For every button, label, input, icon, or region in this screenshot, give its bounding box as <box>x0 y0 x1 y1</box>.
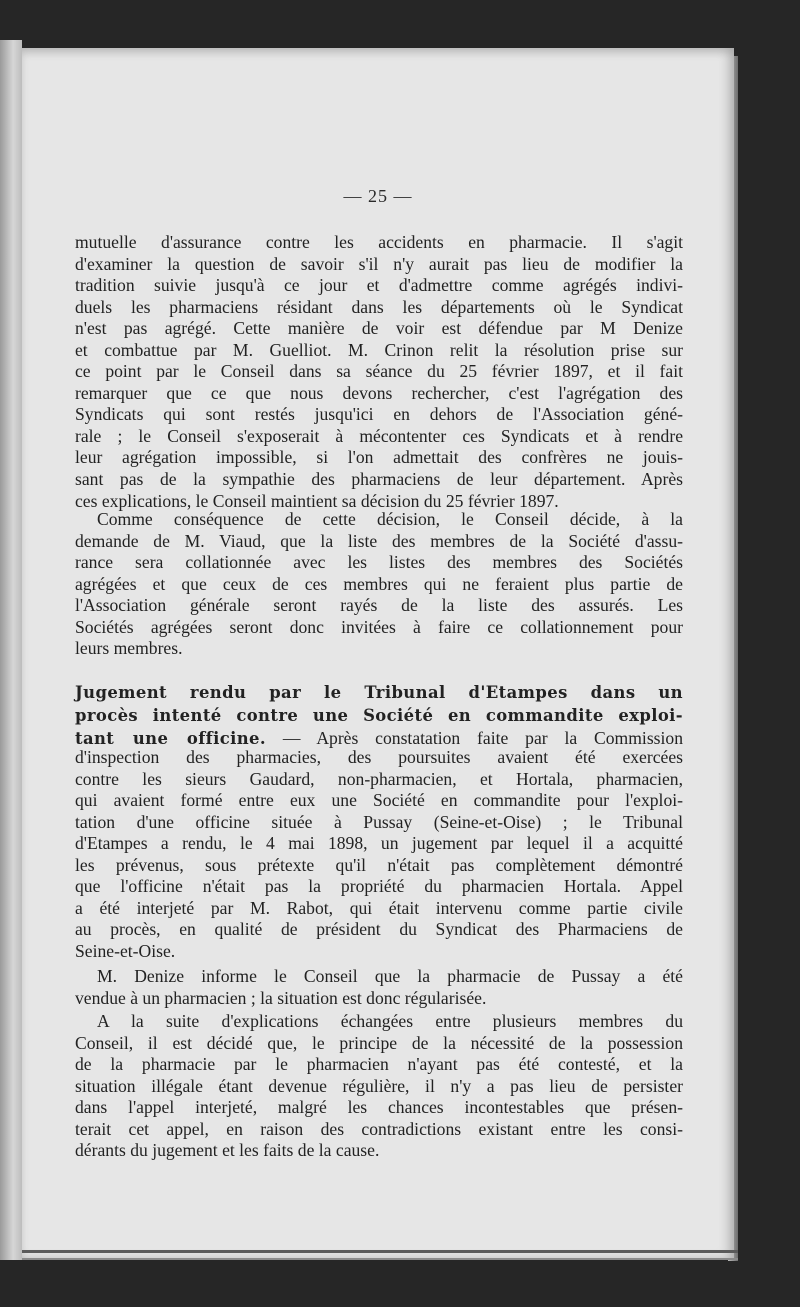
text-line: agrégées et que ceux de ces membres qui ne feraient plus partie de <box>75 573 683 594</box>
paragraph-assurance <box>75 232 683 512</box>
text-line: mutuelle d'assurance contre les accidents en pharmacie. Il s'agit <box>75 232 683 252</box>
paragraph-conclusion <box>75 1011 683 1162</box>
text-line: situation illégale étant devenue régulière, il n'y a pas lieu de persister <box>75 1075 683 1096</box>
paragraph-consequence <box>75 509 683 660</box>
text-line: d'inspection des pharmacies, des poursuites avaient été exercées <box>75 747 683 767</box>
text-line: au procès, en qualité de président du Syndicat des Pharmaciens de <box>75 919 683 940</box>
text-line: Conseil, il est décidé que, le principe de la nécessité de la possession <box>75 1032 683 1053</box>
text-line: Syndicats qui sont restés jusqu'ici en dehors de l'Association géné- <box>75 404 683 425</box>
text-line: rale ; le Conseil s'exposerait à mécontenter ces Syndicats et à rendre <box>75 425 683 446</box>
text-line: l'Association générale seront rayés de la liste des assurés. Les <box>75 595 683 616</box>
text-line: demande de M. Viaud, que la liste des membres de la Société d'assu- <box>75 530 683 551</box>
text-line: rance sera collationnée avec les listes des membres des Sociétés <box>75 552 683 573</box>
text-line: contre les sieurs Gaudard, non-pharmacien, et Hortala, pharmacien, <box>75 768 683 789</box>
text-line: A la suite d'explications échangées entre plusieurs membres du <box>97 1011 683 1031</box>
text-line: vendue à un pharmacien ; la situation est donc régularisée. <box>75 987 487 1008</box>
text-line: d'examiner la question de savoir s'il n'y aurait pas lieu de modifier la <box>75 253 683 274</box>
section-heading <box>75 681 683 750</box>
text-line: tation d'une officine située à Pussay (Seine-et-Oise) ; le Tribunal <box>75 811 683 832</box>
text-line: de la pharmacie par le pharmacien n'ayant pas été contesté, et la <box>75 1054 683 1075</box>
text-line: leur agrégation impossible, si l'on admettait des confrères ne jouis- <box>75 447 683 468</box>
text-line: Seine-et-Oise. <box>75 940 176 961</box>
text-line: M. Denize informe le Conseil que la pharmacie de Pussay a été <box>97 966 683 986</box>
text-line: Sociétés agrégées seront donc invitées à faire ce collationnement pour <box>75 616 683 637</box>
text-line: sant pas de la sympathie des pharmaciens de leur département. Après <box>75 469 683 490</box>
text-line: leurs membres. <box>75 638 183 659</box>
heading-text-run: — Après constatation faite par la Commission <box>265 728 683 748</box>
text-line: d'Etampes a rendu, le 4 mai 1898, un jugement par lequel il a acquitté <box>75 833 683 854</box>
text-line: ces explications, le Conseil maintient sa décision du 25 février 1897. <box>75 490 559 511</box>
paragraph-denize <box>75 966 683 1009</box>
text-line: que l'officine n'était pas la propriété du pharmacien Hortala. Appel <box>75 876 683 897</box>
paragraph-jugement <box>75 747 683 962</box>
page-bottom-rule <box>22 1250 738 1253</box>
page-bottom-rule-secondary <box>22 1258 738 1260</box>
text-line: duels les pharmaciens résidant dans les départements où le Syndicat <box>75 296 683 317</box>
left-page-edge <box>0 40 22 1260</box>
text-line: qui avaient formé entre eux une Société en commandite pour l'exploi- <box>75 790 683 811</box>
text-line: tradition suivie jusqu'à ce jour et d'admettre comme agrégés indivi- <box>75 275 683 296</box>
heading-line: Jugement rendu par le Tribunal d'Etampes dans un <box>75 683 683 702</box>
text-line: ce point par le Conseil dans sa séance du 25 février 1897, et il fait <box>75 361 683 382</box>
text-line: les prévenus, sous prétexte qu'il n'était pas complètement démontré <box>75 854 683 875</box>
text-line: remarquer que ce que nous devons rechercher, c'est l'agrégation des <box>75 382 683 403</box>
text-line: dans l'appel interjeté, malgré les chances incontestables que présen- <box>75 1097 683 1118</box>
text-line: terait cet appel, en raison des contradictions existant entre les consi- <box>75 1118 683 1139</box>
text-line: et combattue par M. Guelliot. M. Crinon relit la résolution prise sur <box>75 339 683 360</box>
text-line: dérants du jugement et les faits de la cause. <box>75 1140 380 1161</box>
text-line: n'est pas agrégé. Cette manière de voir est défendue par M Denize <box>75 318 683 339</box>
heading-bold-run: tant une officine. <box>75 729 266 748</box>
heading-line: procès intenté contre une Société en commandite exploi- <box>75 706 683 725</box>
text-line: Comme conséquence de cette décision, le Conseil décide, à la <box>97 509 683 529</box>
page-number: — 25 — <box>343 186 413 206</box>
book-page <box>22 48 734 1258</box>
text-line: a été interjeté par M. Rabot, qui était intervenu comme partie civile <box>75 897 683 918</box>
